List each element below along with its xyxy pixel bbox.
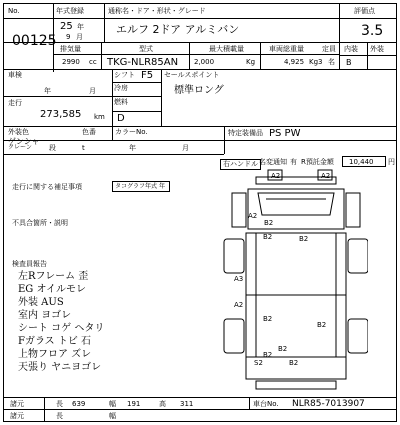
year-unit: 年 (77, 23, 84, 31)
chassis-label: 車台No. (253, 400, 279, 408)
rule (112, 82, 161, 83)
selling-label: セールスポイント (164, 71, 220, 79)
mark-a2: A2 (248, 212, 258, 220)
rule (339, 4, 340, 69)
load-label: 最大積載量 (209, 45, 244, 53)
gross-value: 4,925 (284, 58, 305, 66)
inspector-line: 室内 ヨゴレ (18, 310, 72, 321)
name-change-value: 有 (290, 158, 297, 166)
lot-label: No. (8, 7, 20, 15)
mileage-unit: km (94, 113, 105, 121)
tacho-label: タコグラフ年式 (115, 183, 158, 190)
shift-label: シフト (114, 71, 135, 79)
mark-a2: A2 (321, 172, 331, 180)
cc-value: 2990 (62, 58, 80, 66)
seat-label: 定員 (322, 45, 336, 53)
color-value: ゲンシャ (8, 137, 40, 146)
equipment-label: 特定装備品 (228, 129, 263, 137)
rule (189, 42, 190, 69)
mark-b2: B2 (299, 235, 309, 243)
gross-label: 車両総重量 (269, 45, 304, 53)
cc-label: 排気量 (60, 45, 81, 53)
load-value: 2,000 (194, 58, 215, 66)
gross-unit: Kg (309, 58, 319, 66)
defect-label: 不具合箇所・説明 (12, 219, 68, 227)
mark-b2: B2 (263, 233, 273, 241)
mark-a2: A2 (271, 172, 281, 180)
crane-dan: 段 (49, 144, 56, 152)
rule (4, 409, 396, 410)
mark-b2: B2 (264, 219, 274, 227)
shift-value: F5 (141, 70, 154, 81)
rule (4, 42, 396, 43)
year-label: 年式登録 (56, 7, 84, 15)
rule (339, 18, 396, 19)
auction-sheet (3, 3, 397, 422)
crane-month: 月 (182, 144, 189, 152)
height-label: 高 (159, 400, 166, 408)
inspector-line: Fガラス トビ 石 (18, 336, 91, 347)
handle-label: 右ハンドル (220, 159, 261, 170)
month-unit: 月 (76, 33, 83, 41)
fuel-value: D (117, 113, 125, 124)
rule (104, 4, 105, 42)
rule (339, 55, 396, 56)
cc-unit: cc (89, 58, 97, 66)
inspection-month: 月 (89, 87, 96, 95)
rule (112, 111, 161, 112)
type-value: TKG-NLR85AN (107, 57, 179, 68)
model-label: 通称名・ドア・形状・グレード (108, 7, 206, 15)
mark-b2: B2 (289, 359, 299, 367)
seat-unit: 名 (328, 58, 335, 66)
inspector-line: EG オイルモレ (18, 284, 86, 295)
mark-a3: A3 (234, 275, 244, 283)
rule (4, 154, 224, 155)
inspector-line: 天張り ヤニヨゴレ (18, 362, 102, 373)
width-value: 191 (127, 400, 141, 408)
exterior-label: 外装 (370, 45, 384, 53)
crane-label: クレーン (8, 144, 32, 151)
driving-label: 走行に関する補足事項 (12, 183, 82, 191)
inspection-label: 車検 (8, 71, 22, 79)
inspector-line: 外装 AUS (18, 297, 64, 308)
color-label: 外装色 (8, 128, 29, 136)
rule (161, 69, 162, 126)
rule (4, 126, 396, 127)
rule (4, 140, 396, 141)
equipment-value: PS PW (269, 128, 301, 139)
score-label: 評価点 (354, 7, 375, 15)
lot-number: 00125 (12, 33, 57, 49)
rule (44, 397, 45, 422)
row2-label: 諸元 (10, 412, 24, 420)
row2-b: 幅 (109, 412, 116, 420)
row2-a: 長 (56, 412, 63, 420)
month-value: 9 (66, 33, 71, 41)
price-label: 諸元 (10, 400, 24, 408)
rule (112, 69, 113, 126)
fuel-label: 燃料 (114, 98, 128, 106)
score-value: 3.5 (361, 23, 384, 39)
rule (4, 96, 161, 97)
interior-value: B (346, 58, 352, 67)
type-label: 型式 (139, 45, 153, 53)
rule (112, 126, 113, 140)
mileage-value: 273,585 (40, 109, 82, 120)
crane-t: t (82, 144, 85, 152)
mark-b2: B2 (278, 345, 288, 353)
inspector-label: 検査員報告 (12, 260, 47, 268)
mark-b2: B2 (263, 351, 273, 359)
model-name: エルフ 2ドア アルミバン (116, 23, 240, 36)
load-unit: Kg (246, 58, 256, 66)
vehicle-damage-diagram (218, 169, 368, 401)
chassis-value: NLR85-7013907 (292, 399, 365, 409)
inspector-line: シート コゲ ヘタリ (18, 323, 105, 334)
height-value: 311 (180, 400, 194, 408)
rule (224, 126, 225, 154)
width-label: 幅 (109, 400, 116, 408)
seat-value: 3 (318, 58, 323, 66)
year-value: 25 (60, 21, 73, 32)
mark-s2: S2 (254, 359, 263, 367)
rule (4, 397, 396, 398)
length-label: 長 (56, 400, 63, 408)
rule (101, 42, 102, 69)
length-value: 639 (72, 400, 86, 408)
recycle-unit: 円 (388, 158, 395, 166)
tacho-value: 年 (159, 183, 166, 190)
inspection-year: 年 (44, 87, 51, 95)
interior-label: 内装 (344, 45, 358, 53)
mark-b2: B2 (317, 321, 327, 329)
rule (4, 18, 339, 19)
inspector-line: 左Rフレーム 歪 (18, 271, 89, 282)
rule (4, 69, 396, 70)
rule (249, 397, 250, 409)
recycle-value: 10,440 (349, 158, 374, 166)
mileage-label: 走行 (8, 99, 22, 107)
crane-year: 年 (129, 144, 136, 152)
mark-a2: A2 (234, 301, 244, 309)
inspector-line: 上物フロア ズレ (18, 349, 92, 360)
recycle-label: R預託金額 (301, 158, 334, 166)
colorno2-label: カラーNo. (115, 128, 148, 136)
colorno-label: 色番 (82, 128, 96, 136)
ac-label: 冷房 (114, 84, 128, 92)
rule (260, 42, 261, 69)
selling-value: 標準ロング (174, 85, 224, 96)
mark-b2: B2 (263, 315, 273, 323)
rule (53, 54, 339, 55)
name-change-label: 名変通知 (259, 158, 287, 166)
